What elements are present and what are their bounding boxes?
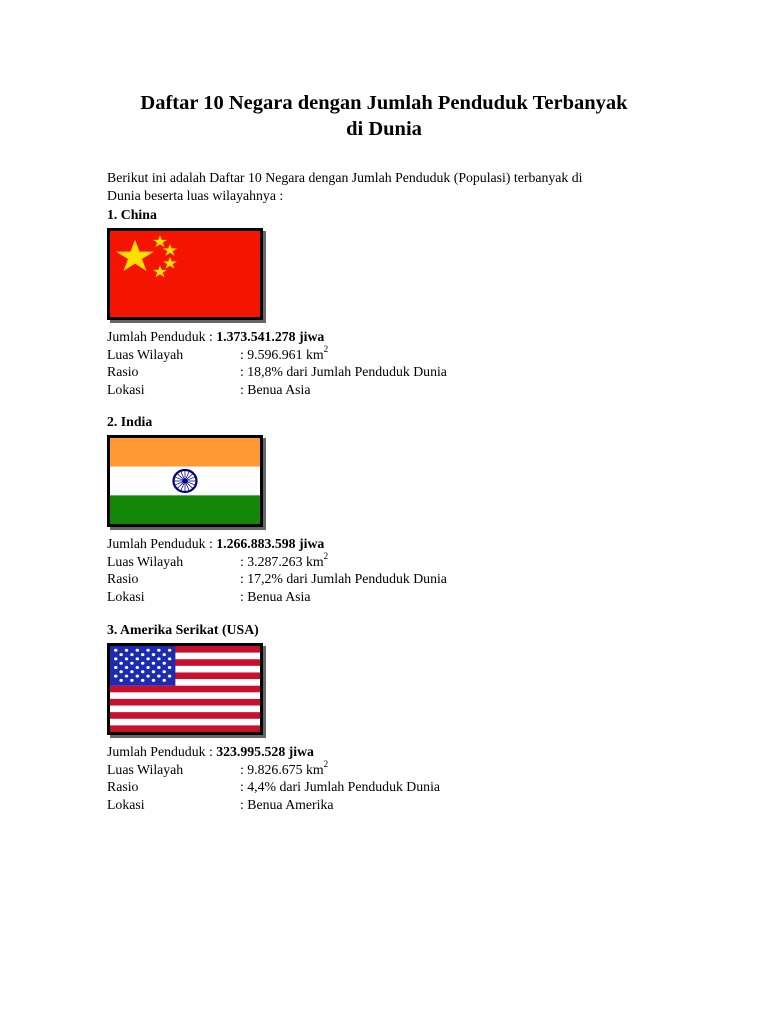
ratio-label: Rasio	[107, 364, 139, 379]
intro-paragraph	[107, 169, 667, 205]
location-row	[107, 588, 667, 606]
population-row	[107, 328, 667, 346]
population-value: 1.373.541.278 jiwa	[216, 329, 325, 344]
country-info	[107, 535, 667, 605]
area-unit: km	[305, 346, 324, 362]
area-row	[107, 758, 667, 779]
title-line-1: Daftar 10 Negara dengan Jumlah Penduduk Terbanyak	[140, 92, 628, 114]
ratio-value: : 17,2% dari Jumlah Penduduk Dunia	[240, 571, 447, 586]
china-flag-icon	[107, 228, 263, 320]
usa-flag-icon	[107, 643, 263, 735]
ratio-row	[107, 778, 667, 796]
ratio-row	[107, 363, 667, 381]
country-entry-india	[107, 413, 667, 605]
location-row	[107, 796, 667, 814]
area-unit-exponent: 2	[323, 343, 329, 354]
population-value: 323.995.528 jiwa	[216, 744, 314, 759]
intro-line-2: Dunia beserta luas wilayahnya :	[107, 188, 284, 203]
country-entry-china	[107, 206, 667, 398]
india-flag-icon	[107, 435, 263, 527]
population-label: Jumlah Penduduk :	[107, 329, 213, 344]
location-label: Lokasi	[107, 796, 145, 812]
country-heading: 2. India	[107, 414, 153, 429]
location-row	[107, 381, 667, 399]
country-info	[107, 328, 667, 398]
location-label: Lokasi	[107, 381, 145, 397]
location-value: : Benua Asia	[240, 588, 311, 604]
intro-line-1: Berikut ini adalah Daftar 10 Negara dengan Jumlah Penduduk (Populasi) terbanyak di	[107, 170, 583, 185]
country-info	[107, 743, 667, 813]
area-unit-exponent: 2	[323, 758, 329, 769]
ratio-row	[107, 570, 667, 588]
population-label: Jumlah Penduduk :	[107, 536, 213, 551]
country-heading: 1. China	[107, 207, 157, 222]
population-value: 1.266.883.598 jiwa	[216, 536, 325, 551]
area-row	[107, 343, 667, 364]
population-row	[107, 743, 667, 761]
area-row	[107, 550, 667, 571]
country-heading: 3. Amerika Serikat (USA)	[107, 622, 259, 637]
country-entry-usa	[107, 621, 667, 813]
ratio-value: : 18,8% dari Jumlah Penduduk Dunia	[240, 364, 447, 379]
area-unit: km	[305, 553, 324, 569]
area-label: Luas Wilayah	[107, 553, 184, 569]
population-label: Jumlah Penduduk :	[107, 744, 213, 759]
location-value: : Benua Amerika	[240, 796, 334, 812]
location-label: Lokasi	[107, 588, 145, 604]
document-title	[100, 90, 668, 142]
area-label: Luas Wilayah	[107, 346, 184, 362]
ratio-value: : 4,4% dari Jumlah Penduduk Dunia	[240, 779, 441, 794]
area-value: : 9.596.961	[240, 346, 303, 362]
area-value: : 9.826.675	[240, 761, 303, 777]
area-unit: km	[305, 761, 324, 777]
area-value: : 3.287.263	[240, 553, 303, 569]
location-value: : Benua Asia	[240, 381, 311, 397]
ratio-label: Rasio	[107, 571, 139, 586]
title-line-2: di Dunia	[346, 118, 422, 140]
area-label: Luas Wilayah	[107, 761, 184, 777]
population-row	[107, 535, 667, 553]
area-unit-exponent: 2	[323, 550, 329, 561]
ratio-label: Rasio	[107, 779, 139, 794]
